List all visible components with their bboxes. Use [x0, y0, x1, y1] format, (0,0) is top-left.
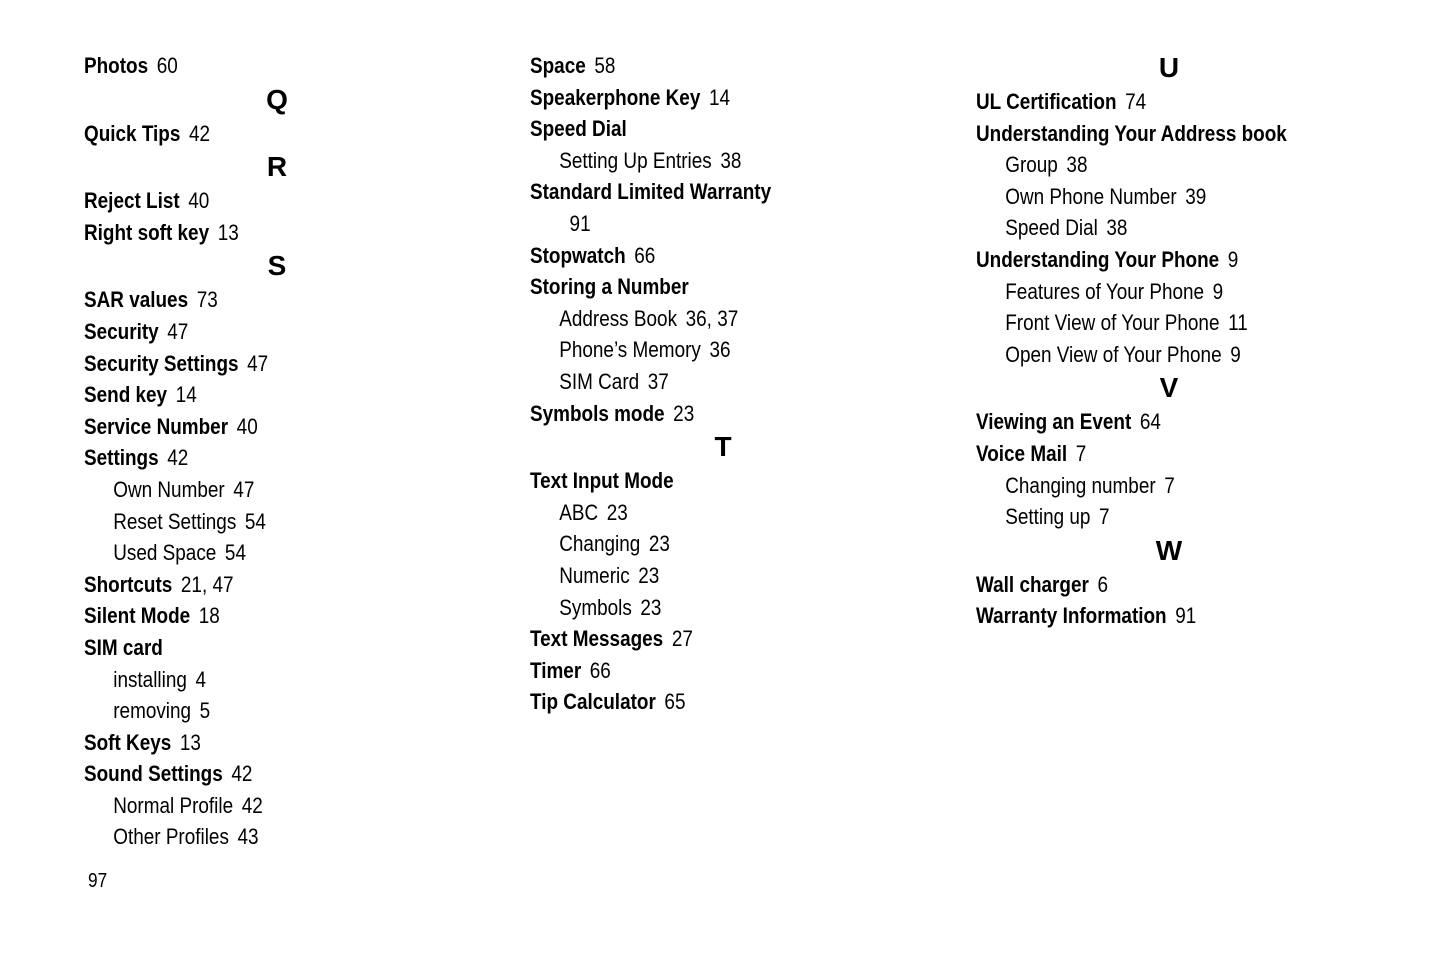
index-entry — [84, 411, 419, 443]
index-column-3 — [976, 50, 1366, 632]
page-reference: 42 — [231, 761, 253, 787]
page-reference: 7 — [1164, 472, 1175, 498]
index-entry — [530, 208, 865, 240]
index-entry — [530, 176, 865, 208]
index-entry — [84, 442, 419, 474]
index-subterm: Own Phone Number — [1005, 183, 1177, 209]
page-reference: 38 — [1106, 215, 1128, 241]
page-reference: 43 — [237, 824, 259, 850]
index-term: Storing a Number — [530, 274, 689, 300]
page-reference: 36, 37 — [685, 305, 739, 331]
page-reference: 21, 47 — [180, 571, 234, 597]
page-reference: 64 — [1139, 409, 1161, 435]
page-reference: 9 — [1212, 278, 1224, 304]
index-term: Stopwatch — [530, 242, 626, 268]
index-entry — [530, 82, 865, 114]
index-subterm: Address Book — [559, 305, 678, 331]
index-subentry — [530, 497, 865, 529]
index-entry — [84, 348, 419, 380]
index-entry — [976, 244, 1311, 276]
index-entry — [84, 50, 419, 82]
index-subentry — [84, 506, 419, 538]
page-reference: 66 — [589, 657, 611, 683]
page-reference: 42 — [188, 120, 211, 146]
page-reference: 38 — [1066, 152, 1088, 178]
page-reference: 47 — [233, 476, 255, 502]
page-reference: 65 — [664, 689, 686, 715]
index-term: Sound Settings — [84, 761, 223, 787]
section-letter: V — [1159, 372, 1179, 404]
index-subentry — [530, 528, 865, 560]
index-subterm: Open View of Your Phone — [1005, 341, 1222, 367]
index-term: Reject List — [84, 188, 180, 214]
section-letter: Q — [266, 83, 288, 115]
index-term: Settings — [84, 445, 159, 471]
page-reference: 60 — [156, 53, 178, 78]
index-term: Text Messages — [530, 626, 664, 652]
index-entry — [976, 569, 1311, 601]
page-reference: 54 — [224, 540, 246, 566]
index-subterm: removing — [113, 698, 192, 724]
index-subentry — [530, 145, 865, 177]
index-entry — [84, 217, 419, 249]
index-term: SAR values — [84, 287, 189, 313]
index-entry — [84, 600, 419, 632]
index-entry — [84, 569, 419, 601]
section-letter: R — [266, 151, 288, 183]
page-reference: 38 — [720, 147, 742, 173]
index-subterm: Normal Profile — [113, 792, 234, 818]
index-entry — [84, 284, 419, 316]
index-subterm: Used Space — [113, 540, 217, 566]
page-reference: 23 — [640, 594, 662, 620]
index-subentry — [84, 695, 419, 727]
section-letter: W — [1155, 534, 1183, 566]
page-reference: 9 — [1230, 341, 1241, 367]
index-subentry — [976, 149, 1311, 181]
page-reference: 42 — [167, 445, 189, 471]
index-entry — [976, 406, 1311, 438]
index-entry — [530, 623, 865, 655]
page-reference: 40 — [236, 413, 258, 439]
index-entry — [976, 600, 1311, 632]
page-reference: 7 — [1099, 504, 1110, 530]
section-letter: U — [1158, 52, 1180, 83]
index-entry — [976, 438, 1311, 470]
index-subterm: Changing number — [1005, 472, 1156, 498]
index-subterm: installing — [113, 666, 187, 692]
index-subentry — [976, 276, 1311, 308]
index-subterm: SIM Card — [559, 368, 640, 394]
page-reference: 66 — [634, 242, 656, 268]
index-subterm: Symbols — [559, 594, 632, 620]
page-number: 97 — [88, 870, 108, 892]
index-subterm: Features of Your Phone — [1005, 278, 1205, 304]
index-entry — [530, 398, 865, 430]
index-subterm: Other Profiles — [113, 824, 229, 850]
page-reference: 6 — [1097, 571, 1108, 597]
index-entry — [530, 655, 865, 687]
page-reference: 91 — [1175, 603, 1197, 629]
page-reference: 7 — [1075, 440, 1087, 466]
index-subterm: ABC — [559, 499, 599, 525]
page-reference: 11 — [1228, 310, 1248, 336]
index-term: Service Number — [84, 413, 229, 439]
index-term: Soft Keys — [84, 729, 172, 755]
index-entry — [84, 379, 419, 411]
index-subentry — [976, 339, 1311, 371]
page-reference: 40 — [188, 188, 210, 214]
index-entry — [976, 118, 1311, 150]
index-subentry — [530, 366, 865, 398]
index-entry — [530, 113, 865, 145]
page-reference: 58 — [594, 53, 616, 78]
index-subentry — [84, 537, 419, 569]
index-subterm: Own Number — [113, 476, 225, 502]
index-term: Voice Mail — [976, 440, 1068, 466]
index-subterm: Speed Dial — [1005, 215, 1098, 241]
page-reference: 36 — [709, 337, 731, 363]
index-subentry — [84, 664, 419, 696]
index-term: Understanding Your Phone — [976, 246, 1220, 272]
page-reference: 73 — [196, 287, 218, 313]
page-reference: 14 — [708, 84, 731, 110]
index-subterm: Setting Up Entries — [559, 147, 712, 173]
index-entry — [84, 185, 419, 217]
index-term: Standard Limited Warranty — [530, 179, 772, 205]
index-subterm: Changing — [559, 531, 641, 557]
index-term: Silent Mode — [84, 603, 191, 629]
page-reference: 42 — [241, 792, 263, 818]
index-term: Tip Calculator — [530, 689, 656, 715]
index-subentry — [530, 334, 865, 366]
index-term: Shortcuts — [84, 571, 173, 597]
section-letter: T — [714, 431, 732, 463]
page-reference: 4 — [195, 666, 206, 692]
index-term: Security — [84, 318, 159, 344]
index-term: Timer — [530, 657, 582, 683]
index-subentry — [84, 790, 419, 822]
index-term: Understanding Your Address book — [976, 120, 1287, 146]
index-entry — [84, 727, 419, 759]
index-entry — [84, 632, 419, 664]
page-reference: 9 — [1227, 246, 1239, 272]
index-subentry — [530, 303, 865, 335]
index-term: Speakerphone Key — [530, 84, 701, 110]
index-subentry — [976, 181, 1311, 213]
index-column-1 — [84, 50, 474, 853]
index-subentry — [530, 592, 865, 624]
index-subentry — [84, 821, 419, 853]
index-subterm: Front View of Your Phone — [1005, 310, 1220, 336]
index-subterm: Setting up — [1005, 504, 1091, 530]
index-subentry — [976, 307, 1311, 339]
page-reference: 47 — [167, 318, 189, 344]
index-subentry — [976, 501, 1311, 533]
index-subentry — [976, 212, 1311, 244]
index-term: Text Input Mode — [530, 468, 674, 494]
index-term: Warranty Information — [976, 603, 1167, 629]
index-entry — [530, 50, 865, 82]
index-subentry — [976, 470, 1311, 502]
page-reference: 13 — [217, 219, 239, 245]
index-entry — [976, 86, 1311, 118]
index-term: SIM card — [84, 634, 163, 660]
section-letter: S — [267, 250, 287, 282]
index-subterm: Phone’s Memory — [559, 337, 701, 363]
index-term: Security Settings — [84, 350, 239, 376]
index-term: UL Certification — [976, 89, 1117, 114]
index-entry — [530, 240, 865, 272]
page-reference: 91 — [569, 210, 591, 236]
index-term: Right soft key — [84, 219, 210, 245]
index-term: Send key — [84, 382, 168, 408]
index-term: Quick Tips — [84, 120, 181, 146]
page-reference: 13 — [179, 729, 201, 755]
page-reference: 23 — [673, 400, 695, 426]
page-reference: 18 — [198, 603, 220, 629]
index-entry — [84, 758, 419, 790]
page-reference: 14 — [175, 382, 197, 408]
index-subterm: Reset Settings — [113, 508, 237, 534]
index-term: Space — [530, 53, 586, 78]
index-term: Viewing an Event — [976, 409, 1132, 435]
page-reference: 5 — [199, 698, 211, 724]
index-term: Wall charger — [976, 571, 1089, 597]
page-reference: 37 — [647, 368, 669, 394]
page-reference: 27 — [671, 626, 693, 652]
index-subterm: Group — [1005, 152, 1058, 178]
index-entry — [84, 118, 419, 150]
page-reference: 54 — [244, 508, 266, 534]
page-reference: 23 — [606, 499, 628, 525]
index-term: Symbols mode — [530, 400, 665, 426]
page-reference: 23 — [648, 531, 670, 557]
index-subentry — [84, 474, 419, 506]
index-entry — [530, 465, 865, 497]
index-term: Speed Dial — [530, 116, 627, 142]
page-reference: 39 — [1185, 183, 1207, 209]
index-entry — [530, 271, 865, 303]
index-term: Photos — [84, 53, 149, 78]
page-reference: 23 — [638, 562, 660, 588]
index-entry — [84, 316, 419, 348]
index-entry — [530, 686, 865, 718]
index-subentry — [530, 560, 865, 592]
page-reference: 74 — [1125, 89, 1147, 114]
index-column-2 — [530, 50, 920, 718]
page-reference: 47 — [247, 350, 269, 376]
index-subterm: Numeric — [559, 562, 630, 588]
